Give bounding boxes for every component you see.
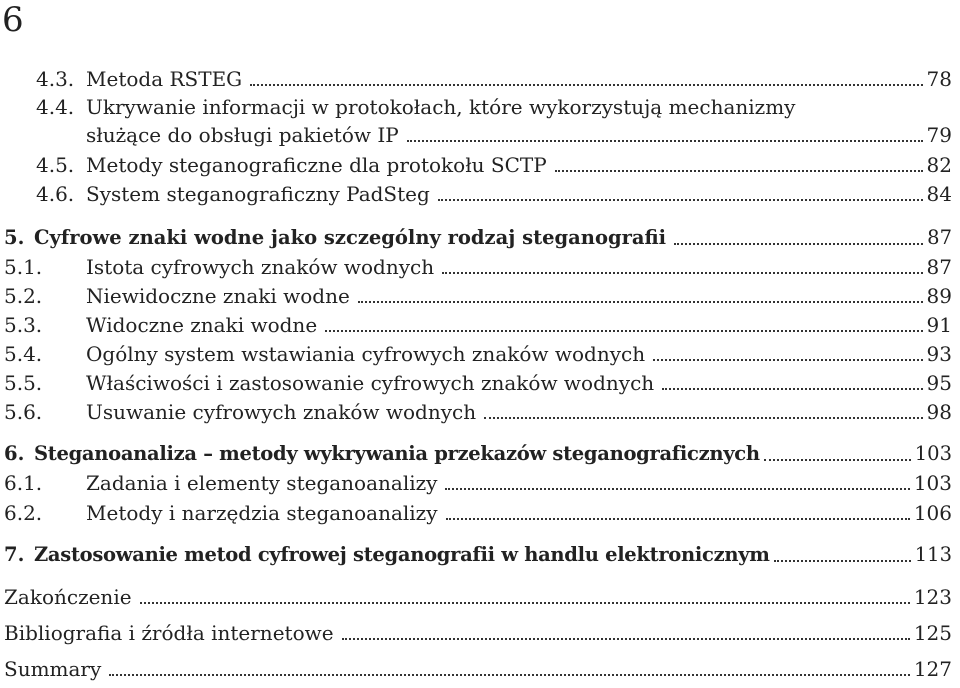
entry-page: 87 bbox=[926, 255, 952, 279]
entry-number: 5.5. bbox=[4, 371, 43, 395]
entry-page: 103 bbox=[914, 442, 952, 465]
dot-leader bbox=[325, 330, 922, 332]
toc-entry-5-1[interactable] bbox=[4, 254, 952, 280]
entry-title: Bibliografia i źródła internetowe bbox=[4, 621, 334, 645]
entry-number: 4.5. bbox=[36, 153, 75, 177]
toc-entry-4-3[interactable] bbox=[36, 66, 952, 92]
entry-number: 6. bbox=[4, 442, 25, 465]
entry-title: Właściwości i zastosowanie cyfrowych znaków wodnych bbox=[86, 371, 655, 395]
toc-entry-summary[interactable] bbox=[4, 656, 952, 682]
dot-leader bbox=[653, 359, 922, 361]
dot-leader bbox=[662, 388, 922, 390]
entry-title: Zastosowanie metod cyfrowej steganografii w handlu elektronicznym bbox=[34, 543, 770, 566]
entry-number: 6.2. bbox=[4, 501, 43, 525]
toc-entry-4-4-line2[interactable] bbox=[86, 122, 952, 148]
entry-title: Widoczne znaki wodne bbox=[86, 313, 318, 337]
entry-page: 91 bbox=[926, 313, 952, 337]
entry-title: Niewidoczne znaki wodne bbox=[86, 284, 350, 308]
entry-title-continued: służące do obsługi pakietów IP bbox=[86, 123, 399, 147]
toc-entry-4-4-line1[interactable] bbox=[36, 94, 795, 120]
entry-title: Metody steganograficzne dla protokołu SCTP bbox=[86, 153, 547, 177]
dot-leader bbox=[407, 140, 923, 142]
dot-leader bbox=[358, 301, 923, 303]
entry-title: Metody i narzędzia steganoanalizy bbox=[86, 501, 438, 525]
entry-title: Usuwanie cyfrowych znaków wodnych bbox=[86, 400, 477, 424]
entry-page: 127 bbox=[913, 657, 952, 681]
entry-title: Summary bbox=[4, 657, 102, 681]
toc-entry-conclusion[interactable] bbox=[4, 584, 952, 610]
entry-number: 5. bbox=[4, 226, 25, 249]
dot-leader bbox=[674, 243, 923, 245]
dot-leader bbox=[446, 518, 910, 520]
entry-page: 125 bbox=[913, 621, 952, 645]
entry-page: 93 bbox=[926, 342, 952, 366]
entry-page: 82 bbox=[926, 153, 952, 177]
toc-entry-4-6[interactable] bbox=[36, 181, 952, 207]
toc-entry-6-1[interactable] bbox=[4, 470, 952, 496]
entry-page: 103 bbox=[913, 471, 952, 495]
toc-chapter-6[interactable] bbox=[4, 441, 952, 467]
entry-title: Istota cyfrowych znaków wodnych bbox=[86, 255, 435, 279]
entry-title: Metoda RSTEG bbox=[86, 67, 243, 91]
entry-number: 4.3. bbox=[36, 67, 75, 91]
entry-page: 113 bbox=[914, 543, 952, 566]
entry-title: Ukrywanie informacji w protokołach, które wykorzystują mechanizmy bbox=[86, 95, 796, 119]
entry-number: 5.1. bbox=[4, 255, 43, 279]
dot-leader bbox=[109, 674, 910, 676]
toc-entry-5-3[interactable] bbox=[4, 312, 952, 338]
entry-title: Steganoanaliza – metody wykrywania przekazów steganograficznych bbox=[34, 442, 760, 465]
entry-number: 7. bbox=[4, 543, 25, 566]
dot-leader bbox=[555, 170, 923, 172]
dot-leader bbox=[438, 199, 923, 201]
entry-title: System steganograficzny PadSteg bbox=[86, 182, 430, 206]
dot-leader bbox=[250, 84, 922, 86]
toc-entry-5-5[interactable] bbox=[4, 370, 952, 396]
page-number: 6 bbox=[2, 0, 24, 40]
entry-page: 98 bbox=[926, 400, 952, 424]
entry-page: 95 bbox=[926, 371, 952, 395]
entry-page: 106 bbox=[913, 501, 952, 525]
toc-chapter-7[interactable] bbox=[4, 542, 952, 568]
dot-leader bbox=[774, 560, 911, 562]
entry-page: 123 bbox=[913, 585, 952, 609]
toc-chapter-5[interactable] bbox=[4, 225, 952, 251]
entry-title: Ogólny system wstawiania cyfrowych znaków wodnych bbox=[86, 342, 646, 366]
entry-number: 4.6. bbox=[36, 182, 75, 206]
entry-number: 5.4. bbox=[4, 342, 43, 366]
toc-entry-5-2[interactable] bbox=[4, 283, 952, 309]
dot-leader bbox=[445, 488, 909, 490]
toc-entry-bibliography[interactable] bbox=[4, 620, 952, 646]
toc-entry-6-2[interactable] bbox=[4, 500, 952, 526]
dot-leader bbox=[764, 459, 911, 461]
entry-page: 78 bbox=[926, 67, 952, 91]
toc-entry-5-6[interactable] bbox=[4, 399, 952, 425]
entry-page: 84 bbox=[926, 182, 952, 206]
toc-entry-5-4[interactable] bbox=[4, 341, 952, 367]
entry-number: 5.2. bbox=[4, 284, 43, 308]
entry-page: 87 bbox=[927, 226, 952, 249]
entry-title: Zadania i elementy steganoanalizy bbox=[86, 471, 438, 495]
entry-title: Cyfrowe znaki wodne jako szczególny rodzaj steganografii bbox=[34, 226, 667, 249]
dot-leader bbox=[442, 272, 922, 274]
toc-entry-4-5[interactable] bbox=[36, 152, 952, 178]
entry-number: 5.6. bbox=[4, 400, 43, 424]
entry-number: 4.4. bbox=[36, 95, 75, 119]
dot-leader bbox=[484, 417, 922, 419]
dot-leader bbox=[342, 638, 910, 640]
entry-page: 79 bbox=[926, 123, 952, 147]
entry-number: 5.3. bbox=[4, 313, 43, 337]
entry-page: 89 bbox=[926, 284, 952, 308]
entry-title: Zakończenie bbox=[4, 585, 132, 609]
entry-number: 6.1. bbox=[4, 471, 43, 495]
dot-leader bbox=[140, 602, 910, 604]
